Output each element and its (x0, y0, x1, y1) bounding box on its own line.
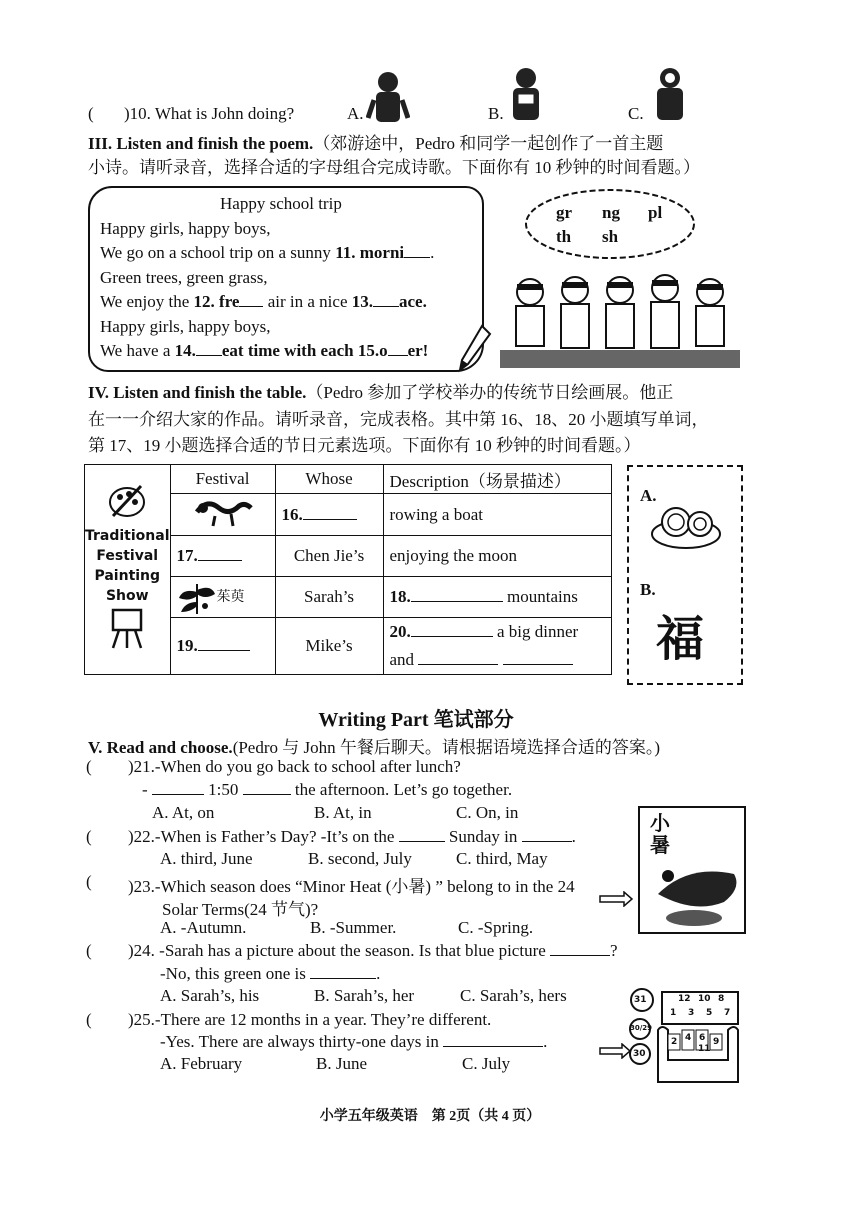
blank-12-line[interactable] (239, 292, 263, 307)
section-3-instruction: （郊游途中，Pedro 和同学一起创作了一首主题 (313, 134, 664, 153)
blank-13-line[interactable] (373, 292, 399, 307)
blank-13-end: ace. (399, 292, 427, 311)
festival-table (84, 464, 612, 675)
q25-answer: -Yes. There are always thirty-one days in . (160, 1032, 548, 1051)
section-4-instruction: （Pedro 参加了学校举办的传统节日绘画展。他正 (306, 383, 674, 402)
poem-line-1: Happy girls, happy boys, (100, 219, 271, 238)
q24-option-b[interactable]: B. Sarah’s, her (314, 986, 415, 1005)
boy-wave-icon (366, 70, 410, 124)
fu-character: 福 (656, 611, 705, 667)
bubble-sh: sh (602, 227, 619, 246)
q19-num: 19. (176, 636, 198, 655)
q21-answer: - 1:50 the afternoon. Let’s go together. (142, 780, 513, 799)
poem-line-5: Happy girls, happy boys, (100, 317, 271, 336)
q23-option-b[interactable]: B. -Summer. (310, 918, 397, 937)
poem-line-2: We go on a school trip on a sunny 11. morni . (100, 243, 435, 262)
option-a-label[interactable]: A. (640, 486, 657, 505)
blank-15: 15.o (357, 341, 388, 360)
q18-num: 18. (389, 587, 411, 606)
blank-14-end: eat time with each (221, 341, 358, 360)
cal-31: 31 (634, 995, 647, 1005)
cal-mid-9: 9 (713, 1037, 720, 1047)
writing-part-title: Writing Part 笔试部分 (318, 709, 514, 731)
cal-mid-4: 4 (685, 1033, 692, 1043)
q10-paren: ( (88, 104, 94, 123)
blank-15-line[interactable] (388, 341, 408, 356)
minor-heat-picture (638, 806, 746, 934)
poem-line-6-text: We have a (100, 341, 175, 360)
bubble-pl: pl (648, 203, 663, 222)
dragon-icon (193, 494, 253, 530)
boy-camera-icon (504, 66, 548, 122)
row-1-whose[interactable] (275, 494, 383, 536)
q24-option-c[interactable]: C. Sarah’s, hers (460, 986, 567, 1005)
q20-blank-3[interactable] (503, 650, 573, 665)
cal-top-8: 8 (718, 994, 725, 1004)
letter-bubble (520, 184, 700, 264)
row-2-whose: Chen Jie’s (275, 536, 383, 577)
q24-option-a[interactable]: A. Sarah’s, his (160, 986, 260, 1005)
poem-line-4 (100, 292, 427, 312)
q21-option-a[interactable]: A. At, on (152, 803, 215, 822)
q17-num: 17. (176, 546, 198, 565)
q10-question: )10. What is John doing? (124, 104, 295, 123)
blank-11-line[interactable] (404, 243, 430, 258)
q23-option-c[interactable]: C. -Spring. (458, 918, 534, 937)
show-label-1: Traditional (85, 527, 170, 544)
row-1-festival (170, 494, 275, 536)
q20-text: a big dinner (497, 622, 579, 641)
cal-mid-2: 2 (671, 1037, 678, 1047)
show-label-3: Painting (94, 567, 161, 584)
q18-blank[interactable] (411, 587, 503, 602)
blank-15-end: er! (407, 341, 429, 360)
q16-blank[interactable] (303, 505, 357, 520)
pencil-icon (456, 324, 492, 374)
poem-line-4-mid: air in a nice (263, 292, 352, 311)
page-footer: 小学五年级英语 第 2页（共 4 页） (319, 1109, 541, 1124)
q20-blank-2[interactable] (418, 650, 498, 665)
q25-blank[interactable] (443, 1032, 543, 1047)
q18-text: mountains (507, 587, 578, 606)
row-4-description[interactable] (383, 618, 611, 675)
q19-blank[interactable] (198, 636, 250, 651)
cal-top-12: 12 (678, 994, 691, 1004)
q22-question: )22.-When is Father’s Day? -It’s on the Sunday in . (128, 827, 576, 846)
option-b-label[interactable]: B. (640, 580, 656, 599)
q21-blank-2[interactable] (243, 780, 291, 795)
q21-question: )21.-When do you go back to school after lunch? (128, 757, 461, 776)
row-4-whose: Mike’s (275, 618, 383, 675)
poem-line-3: Green trees, green grass, (100, 268, 268, 287)
cal-mid-6: 6 (699, 1033, 706, 1043)
row-3-festival (170, 577, 275, 618)
section-4-instruction-3: 第 17、19 小题选择合适的节日元素选项。下面你有 10 秒钟的时间看题。） (88, 436, 641, 455)
arrow-icon (598, 891, 634, 907)
section-4-heading: IV. Listen and finish the table. (88, 383, 307, 402)
cal-top2-5: 5 (706, 1008, 713, 1018)
q10-option-c[interactable]: C. (628, 104, 644, 123)
cal-top2-1: 1 (670, 1008, 677, 1018)
q24-blank-1[interactable] (550, 941, 610, 956)
blank-14-line[interactable] (196, 341, 222, 356)
show-label-4: Show (105, 587, 149, 604)
q17-blank[interactable] (198, 546, 242, 561)
row-3-description[interactable] (383, 577, 611, 618)
blank-11: 11. morni (335, 243, 405, 262)
q22-blank-2[interactable] (522, 827, 572, 842)
children-trip-illustration (500, 270, 740, 370)
q24-blank-2[interactable] (310, 964, 376, 979)
q24-question: )24. -Sarah has a picture about the season. Is that blue picture ? (128, 941, 618, 960)
bubble-gr: gr (556, 203, 573, 222)
knuckle-calendar-picture (628, 986, 742, 1088)
q16-num: 16. (281, 504, 303, 524)
section-3-instruction-cont: 小诗。请听录音，选择合适的字母组合完成诗歌。下面你有 10 秒钟的时间看题。） (88, 158, 700, 177)
mooncake-icon (648, 500, 724, 552)
q23-question: )23.-Which season does “Minor Heat (小暑) ” belong to in the 24 (128, 877, 575, 896)
blank-14: 14. (174, 341, 196, 360)
cal-top2-3: 3 (688, 1008, 695, 1018)
section-4-instruction-2: 在一一介绍大家的作品。请听录音，完成表格。其中第 16、18、20 小题填写单词， (88, 410, 709, 429)
poem-title: Happy school trip (220, 194, 342, 213)
show-label-cell (85, 465, 171, 675)
cal-30: 30 (633, 1049, 646, 1059)
q23-question-cont: Solar Terms(24 节气)? (162, 900, 319, 919)
header-description: Description（场景描述） (383, 465, 611, 494)
q21-blank-1[interactable] (152, 780, 204, 795)
row-2-description: enjoying the moon (383, 536, 611, 577)
blank-12: 12. fre (193, 292, 240, 311)
q22-option-c[interactable]: C. third, May (456, 849, 548, 868)
q21-option-b[interactable]: B. At, in (314, 803, 372, 822)
q20-num: 20. (389, 622, 411, 641)
q20-blank[interactable] (411, 622, 493, 637)
q20-and: and (389, 650, 415, 669)
row-1-description: rowing a boat (383, 494, 611, 536)
q22-option-b[interactable]: B. second, July (308, 849, 412, 868)
q25-option-c[interactable]: C. July (462, 1054, 511, 1073)
bubble-ng: ng (602, 203, 620, 222)
cal-top2-7: 7 (724, 1008, 731, 1018)
q25-option-b[interactable]: B. June (316, 1054, 367, 1073)
blank-13: 13. (351, 292, 373, 311)
show-label-2: Festival (96, 547, 159, 564)
cornel-plant-icon (177, 578, 217, 616)
header-festival: Festival (170, 465, 275, 494)
boy-phone-icon (648, 66, 692, 122)
q25-question: )25.-There are 12 months in a year. They’re different. (128, 1010, 492, 1029)
easel-icon (107, 606, 147, 650)
row-4-festival[interactable] (170, 618, 275, 675)
q21-option-c[interactable]: C. On, in (456, 803, 519, 822)
palette-icon (107, 484, 147, 520)
section-3-heading: III. Listen and finish the poem. (88, 134, 314, 153)
bubble-th: th (556, 227, 572, 246)
poem-line-6 (100, 341, 428, 361)
arrow-icon-2 (598, 1043, 632, 1059)
lotus-leaf-icon (654, 858, 740, 928)
row-3-whose: Sarah’s (275, 577, 383, 618)
section-5-instruction: (Pedro 与 John 午餐后聊天。请根据语境选择合适的答案。) (232, 738, 661, 757)
row-2-festival[interactable] (170, 536, 275, 577)
q22-option-a[interactable]: A. third, June (160, 849, 253, 868)
cal-mid-11: 11 (698, 1044, 711, 1054)
minor-heat-label: 小暑 (650, 811, 670, 857)
header-whose: Whose (275, 465, 383, 494)
q10-option-a[interactable]: A. (347, 104, 364, 123)
q25-option-a[interactable]: A. February (160, 1054, 243, 1073)
cal-top-10: 10 (698, 994, 711, 1004)
cal-3029: 30/29 (630, 1024, 653, 1032)
poem-line-2-text: We go on a school trip on a sunny (100, 243, 336, 262)
q24-answer: -No, this green one is . (160, 964, 381, 983)
poem-line-4-text: We enjoy the (100, 292, 194, 311)
q23-option-a[interactable]: A. -Autumn. (160, 918, 247, 937)
row-3-festival-label: 茱萸 (216, 588, 245, 605)
q10-option-b[interactable]: B. (488, 104, 504, 123)
section-5-heading: V. Read and choose. (88, 738, 233, 757)
q22-blank-1[interactable] (399, 827, 445, 842)
